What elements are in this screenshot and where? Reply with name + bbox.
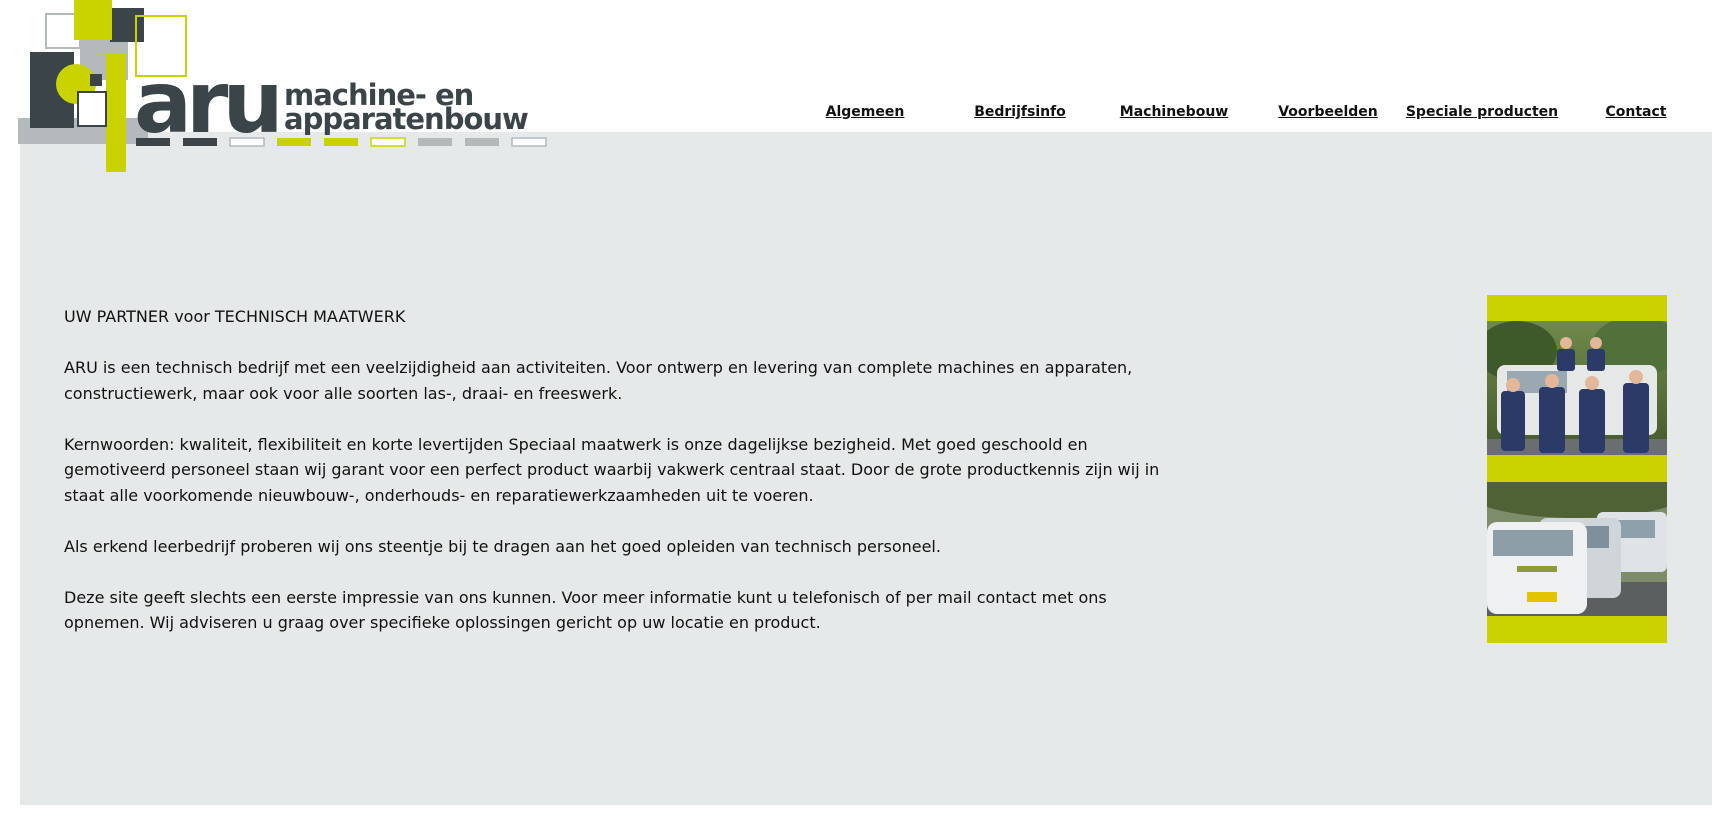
- photo-column: [1487, 295, 1667, 643]
- company-logo[interactable]: [18, 0, 548, 175]
- logo-tagline-line2: apparatenbouw: [284, 102, 528, 136]
- nav-link-contact[interactable]: Contact: [1605, 104, 1667, 120]
- logo-tagline-line1: machine- en: [284, 78, 474, 112]
- nav-link-voorbeelden[interactable]: Voorbeelden: [1278, 104, 1378, 120]
- keywords-paragraph: Kernwoorden: kwaliteit, flexibiliteit en korte levertijden Speciaal maatwerk is onze dagelijkse bezigheid. Met goed geschoold en gemotiveerd personeel staan wij garant voor een perfect product waarbij vakwerk centraal staat. Door de grote productkennis zijn wij in staat alle voorkomende nieuwbouw-, onderhouds- en reparatiewerkzaamheden uit te voeren.: [64, 434, 1160, 505]
- intro-heading: UW PARTNER voor TECHNISCH MAATWERK: [64, 307, 406, 326]
- nav-link-bedrijfsinfo[interactable]: Bedrijfsinfo: [974, 104, 1066, 120]
- contact-paragraph: Deze site geeft slechts een eerste impressie van ons kunnen. Voor meer informatie kunt u telefonisch of per mail contact met ons opnemen. Wij adviseren u graag over specifieke oplossingen gericht op uw locatie en product.: [64, 587, 1107, 632]
- nav-link-speciale-producten[interactable]: Speciale producten: [1405, 104, 1559, 120]
- team-photo: [1487, 321, 1667, 455]
- nav-link-algemeen[interactable]: Algemeen: [825, 104, 905, 120]
- intro-paragraph: ARU is een technisch bedrijf met een veelzijdigheid aan activiteiten. Voor ontwerp en levering van complete machines en apparaten, constructiewerk, maar ook voor alle soorten las-, draai- en freeswerk.: [64, 358, 1133, 403]
- apprenticeship-paragraph: Als erkend leerbedrijf proberen wij ons steentje bij te dragen aan het goed opleiden van technisch personeel.: [64, 536, 941, 556]
- logo-mark: aru: [134, 53, 278, 153]
- intro-text: [64, 304, 1184, 661]
- main-navigation: [800, 104, 1700, 126]
- nav-link-machinebouw[interactable]: Machinebouw: [1119, 104, 1229, 120]
- vans-photo: [1487, 482, 1667, 616]
